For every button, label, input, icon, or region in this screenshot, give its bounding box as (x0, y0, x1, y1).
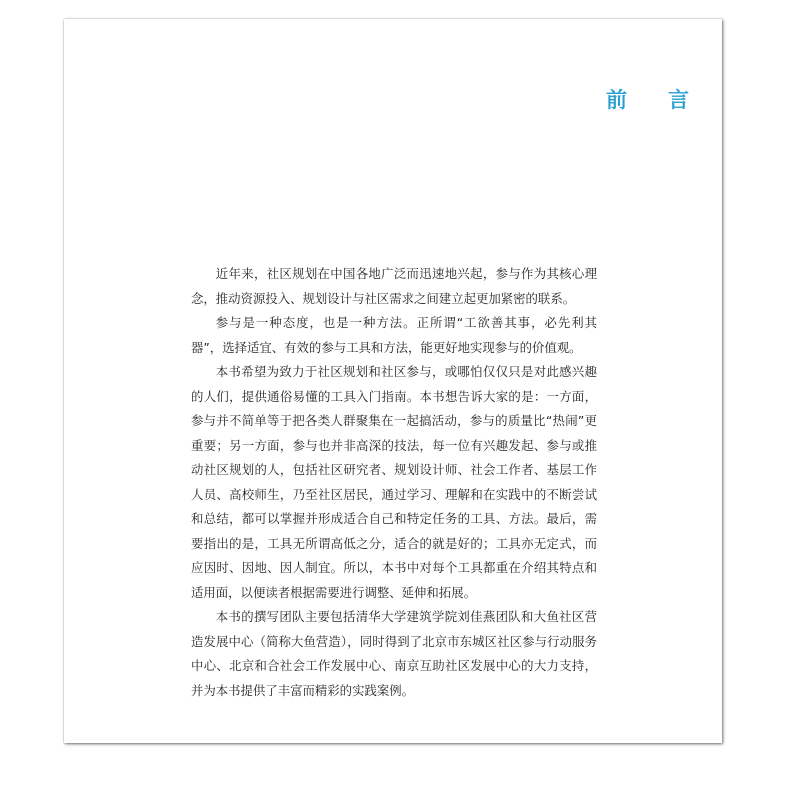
paragraph: 本书的撰写团队主要包括清华大学建筑学院刘佳燕团队和大鱼社区营造发展中心（简称大鱼营造），同时得到了北京市东城区社区参与行动服务中心、北京和合社会工作发展中心、南京互助社区发展中心的大力支持，并为本书提供了丰富而精彩的实践案例。 (191, 609, 597, 698)
document-page (64, 19, 722, 743)
paragraph: 近年来，社区规划在中国各地广泛而迅速地兴起，参与作为其核心理念，推动资源投入、规划设计与社区需求之间建立起更加紧密的联系。 (191, 266, 597, 306)
paragraph: 本书希望为致力于社区规划和社区参与，或哪怕仅仅只是对此感兴趣的人们，提供通俗易懂的工具入门指南。本书想告诉大家的是：一方面，参与并不简单等于把各类人群聚集在一起搞活动，参与的质量比“热闹”更重要；另一方面，参与也并非高深的技法，每一位有兴趣发起、参与或推动社区规划的人，包括社区研究者、规划设计师、社会工作者、基层工作人员、高校师生，乃至社区居民，通过学习、理解和在实践中的不断尝试和总结，都可以掌握并形成适合自己和特定任务的工具、方法。最后，需要指出的是，工具无所谓高低之分，适合的就是好的；工具亦无定式，而应因时、因地、因人制宜。所以，本书中对每个工具都重在介绍其特点和适用面，以便读者根据需要进行调整、延伸和拓展。 (191, 364, 597, 600)
page-title: 前 言 (606, 87, 699, 112)
paragraph: 参与是一种态度，也是一种方法。正所谓“工欲善其事，必先利其器”，选择适宜、有效的参与工具和方法，能更好地实现参与的价值观。 (191, 315, 597, 355)
preface-body (191, 262, 597, 703)
